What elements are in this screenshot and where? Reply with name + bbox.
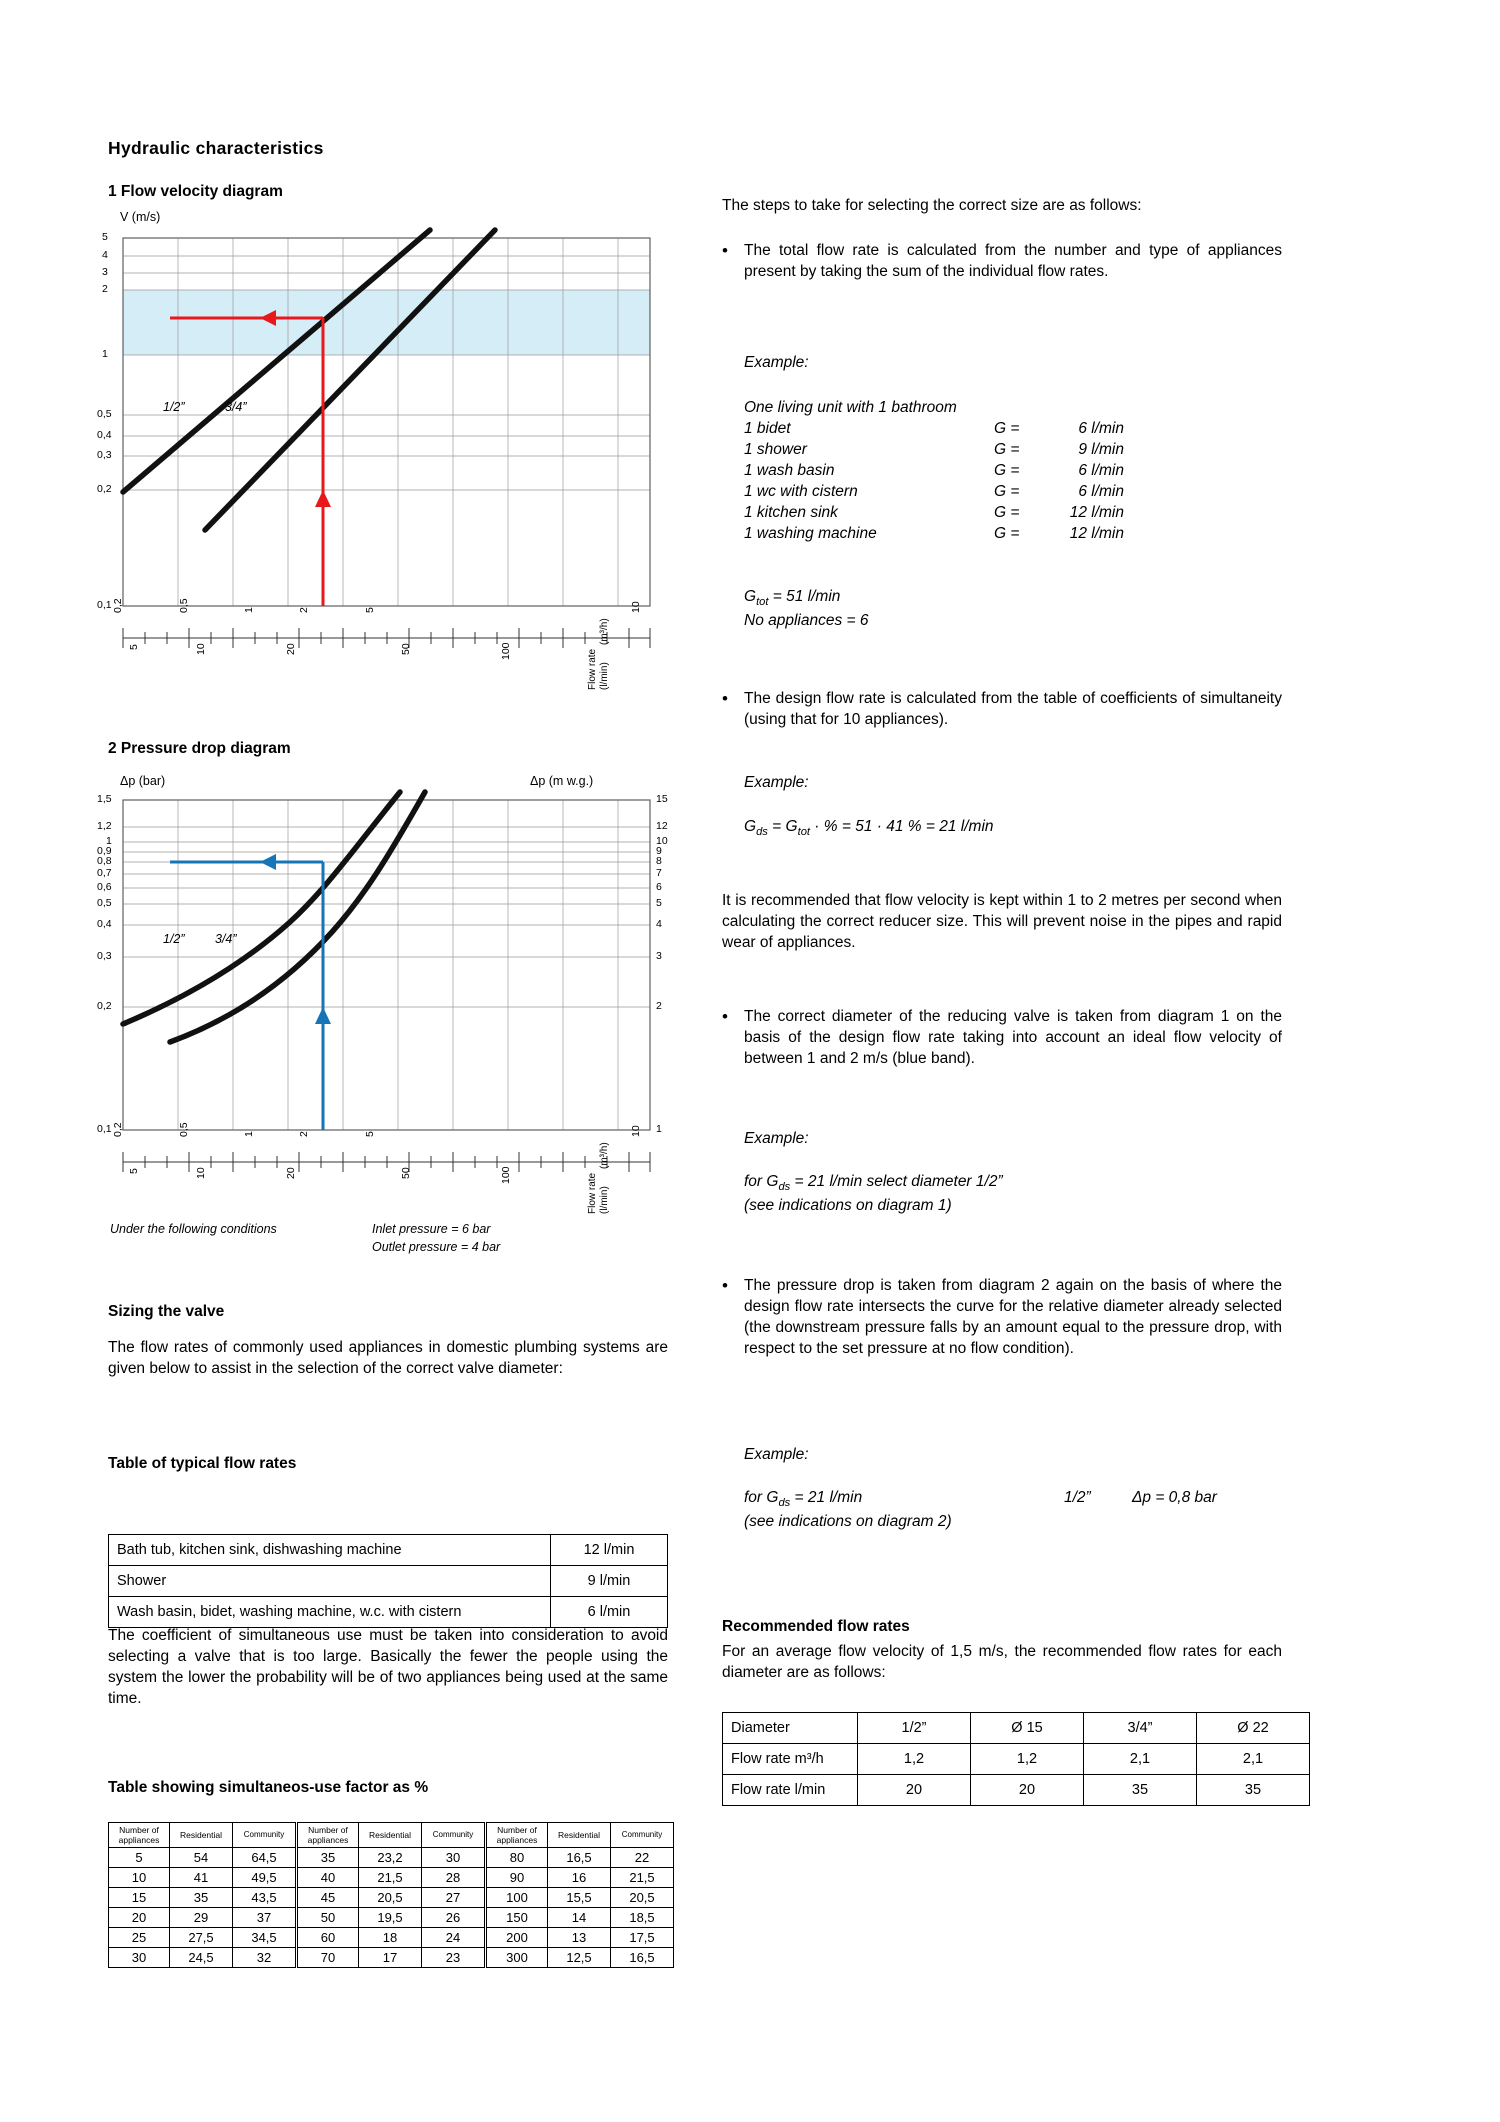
appliance-value: 6 l/min: [1078, 483, 1124, 500]
diagram2-y-axis-label-left: Δp (bar): [120, 774, 166, 788]
cell-appliances: 45: [298, 1888, 359, 1908]
sizing-paragraph: The flow rates of commonly used appliances in domestic plumbing systems are given below to assist in the selection of the correct valve diameter:: [108, 1339, 668, 1377]
diagram1-curve-label-half: 1/2”: [163, 400, 185, 414]
coefficient-paragraph: The coefficient of simultaneous use must be taken into consideration to avoid selecting a valve that is too large. Basically the fewer the people using the system the lower the probability will be of two appliances being used at the same time.: [108, 1627, 668, 1707]
diagram1-curve-label-threequarter: 3/4”: [225, 400, 247, 414]
cell-community: 18,5: [611, 1908, 674, 1928]
diagram2-y-tick-right: 1: [656, 1123, 662, 1135]
diagram2-y-axis-label-right: Δp (m w.g.): [530, 774, 594, 788]
appliance-value: 12 l/min: [1069, 525, 1124, 542]
appliance-value: 6 l/min: [1078, 462, 1124, 479]
cell-appliances: 15: [109, 1888, 170, 1908]
cell-appliances: 20: [109, 1908, 170, 1928]
example-1-label: Example:: [744, 354, 809, 371]
bullet-text: The design flow rate is calculated from the table of coefficients of simultaneity (using that for 10 appliances).: [744, 690, 1282, 728]
diagram2-y-tick-left: 0,3: [97, 950, 112, 962]
example-3-label: Example:: [744, 1130, 809, 1147]
cell-d15: 1,2: [971, 1744, 1084, 1775]
example-4-note: (see indications on diagram 2): [744, 1513, 952, 1530]
bullet-pressure-drop: [722, 1275, 1282, 1359]
example-2-label: Example:: [744, 774, 809, 791]
formula-mid: = G: [767, 818, 798, 835]
diagram2-y-tick-right: 10: [656, 835, 668, 847]
cell-threequarter-inch: 2,1: [1084, 1744, 1197, 1775]
diagram2-x-tick-top: 0,5: [178, 1122, 190, 1137]
diagram2-x-axis-label: Flow rate: [587, 1172, 598, 1214]
diagram2-y-tick-right: 7: [656, 867, 662, 879]
bullet-dot: •: [722, 241, 728, 260]
diagram2-y-tick-right: 9: [656, 845, 662, 857]
cell-residential: 13: [548, 1928, 611, 1948]
cell-half-inch: 20: [858, 1775, 971, 1806]
table-row: [298, 1888, 485, 1908]
appliance-g: G =: [994, 462, 1020, 479]
diagram2-x-tick-bottom: 50: [400, 1167, 412, 1179]
col-community: Community: [233, 1823, 296, 1848]
table-row: [487, 1848, 674, 1868]
cell-residential: 14: [548, 1908, 611, 1928]
diagram1-y-tick: 0,1: [97, 599, 112, 611]
cell-appliances: 25: [109, 1928, 170, 1948]
cell-residential: 21,5: [359, 1868, 422, 1888]
cell-d15: Ø 15: [971, 1713, 1084, 1744]
table-row: [487, 1868, 674, 1888]
cell-appliances: 50: [298, 1908, 359, 1928]
cell-community: 16,5: [611, 1948, 674, 1968]
cell-residential: 54: [170, 1848, 233, 1868]
diagram1-y-tick: 0,3: [97, 449, 112, 461]
table-row: [109, 1868, 296, 1888]
formula-prefix: for G: [744, 1489, 779, 1506]
diagram2-conditions-label: Under the following conditions: [110, 1222, 277, 1236]
diagram2-y-tick-left: 1,5: [97, 793, 112, 805]
appliance-g: G =: [994, 420, 1020, 437]
cell-residential: 29: [170, 1908, 233, 1928]
cell-residential: 17: [359, 1948, 422, 1968]
cell-community: 17,5: [611, 1928, 674, 1948]
cell-appliances: 35: [298, 1848, 359, 1868]
bullet-correct-diameter: [722, 1006, 1282, 1069]
cell-half-inch: 1/2”: [858, 1713, 971, 1744]
table-row: [487, 1908, 674, 1928]
diagram1-x-tick-top: 2: [298, 607, 310, 613]
diagram1-heading: 1 Flow velocity diagram: [108, 183, 283, 200]
table-row: [298, 1928, 485, 1948]
diagram1-x-axis-label: Flow rate: [587, 648, 598, 690]
example-4-dp: Δp = 0,8 bar: [1132, 1489, 1217, 1506]
cell-community: 22: [611, 1848, 674, 1868]
simultaneity-table-block-1: [108, 1822, 296, 1968]
col-appliances: Number of appliances: [298, 1823, 359, 1848]
recommended-flow-rates-table: [722, 1712, 1310, 1806]
cell-appliances: 150: [487, 1908, 548, 1928]
table-row: [109, 1928, 296, 1948]
diagram1-y-tick: 0,4: [97, 429, 112, 441]
appliance-name: 1 bidet: [744, 420, 791, 437]
sizing-heading: Sizing the valve: [108, 1303, 225, 1320]
diagram1-x-tick-bottom: 5: [128, 644, 140, 650]
diagram2-y-tick-left: 0,4: [97, 918, 112, 930]
diagram2-y-tick-left: 0,1: [97, 1123, 112, 1135]
cell-d22: 35: [1197, 1775, 1310, 1806]
diagram1-x-tick-top: 10: [630, 601, 642, 613]
diagram2-heading: 2 Pressure drop diagram: [108, 740, 291, 757]
gtot-line: [744, 588, 840, 608]
diagram2-y-tick-right: 3: [656, 950, 662, 962]
appliance-rate: 9 l/min: [551, 1566, 668, 1597]
steps-intro: The steps to take for selecting the correct size are as follows:: [722, 197, 1142, 214]
col-community: Community: [422, 1823, 485, 1848]
diagram2-y-tick-right: 2: [656, 1000, 662, 1012]
diagram1-x-axis-unit-m3h: (m³/h): [599, 618, 610, 645]
table-row: [298, 1908, 485, 1928]
table-row: [109, 1566, 668, 1597]
cell-residential: 20,5: [359, 1888, 422, 1908]
cell-community: 49,5: [233, 1868, 296, 1888]
appliance-name: 1 shower: [744, 441, 807, 458]
cell-community: 32: [233, 1948, 296, 1968]
bullet-dot: •: [722, 1007, 728, 1026]
cell-residential: 24,5: [170, 1948, 233, 1968]
formula-prefix: for G: [744, 1173, 779, 1190]
diagram1-x-tick-top: 1: [243, 607, 255, 613]
diagram1-y-tick: 0,2: [97, 483, 112, 495]
cell-appliances: 300: [487, 1948, 548, 1968]
cell-appliances: 40: [298, 1868, 359, 1888]
diagram2-y-tick-left: 0,9: [97, 845, 112, 857]
example-1-heading: One living unit with 1 bathroom: [744, 399, 957, 416]
pressure-drop-diagram: [97, 762, 670, 1242]
typical-flow-rates-table: [108, 1534, 668, 1628]
gtot-subscript: tot: [797, 826, 810, 839]
cell-community: 24: [422, 1928, 485, 1948]
example-3-formula: [744, 1173, 1003, 1193]
cell-community: 23: [422, 1948, 485, 1968]
cell-threequarter-inch: 3/4”: [1084, 1713, 1197, 1744]
col-residential: Residential: [548, 1823, 611, 1848]
diagram2-x-axis-unit-lmin: (l/min): [599, 1186, 610, 1214]
cell-residential: 16: [548, 1868, 611, 1888]
diagram2-y-tick-left: 1,2: [97, 820, 112, 832]
diagram1-x-tick-bottom: 100: [500, 642, 512, 660]
diagram2-x-tick-top: 10: [630, 1125, 642, 1137]
diagram1-y-axis-label: V (m/s): [120, 210, 161, 224]
cell-appliances: 10: [109, 1868, 170, 1888]
cell-community: 27: [422, 1888, 485, 1908]
appliance-name: Wash basin, bidet, washing machine, w.c. with cistern: [109, 1597, 551, 1628]
table-row: [109, 1535, 668, 1566]
diagram1-y-tick: 2: [102, 283, 108, 295]
diagram2-y-tick-right: 4: [656, 918, 662, 930]
diagram2-condition-inlet: Inlet pressure = 6 bar: [372, 1222, 491, 1236]
gtot-subscript: tot: [756, 596, 769, 609]
row-label: Diameter: [723, 1713, 858, 1744]
col-appliances: Number of appliances: [487, 1823, 548, 1848]
typical-flow-table-heading: Table of typical flow rates: [108, 1455, 297, 1472]
table-row: [298, 1948, 485, 1968]
bullet-total-flow-rate: [722, 240, 1282, 282]
table-row: [298, 1868, 485, 1888]
table-header-row: [298, 1823, 485, 1848]
appliance-g: G =: [994, 525, 1020, 542]
table-row: [109, 1888, 296, 1908]
diagram2-x-tick-top: 2: [298, 1131, 310, 1137]
simultaneous-use-table-heading: Table showing simultaneos-use factor as %: [108, 1779, 429, 1796]
cell-residential: 16,5: [548, 1848, 611, 1868]
diagram2-y-tick-left: 0,2: [97, 1000, 112, 1012]
table-row: [723, 1713, 1310, 1744]
diagram2-y-tick-right: 8: [656, 855, 662, 867]
diagram2-curve-label-threequarter: 3/4”: [215, 932, 237, 946]
appliance-name: Bath tub, kitchen sink, dishwashing machine: [109, 1535, 551, 1566]
diagram1-y-tick: 5: [102, 231, 108, 243]
appliance-g: G =: [994, 504, 1020, 521]
list-item: [744, 481, 1164, 502]
cell-residential: 35: [170, 1888, 233, 1908]
appliance-value: 6 l/min: [1078, 420, 1124, 437]
bullet-text: The correct diameter of the reducing valve is taken from diagram 1 on the basis of the design flow rate taking into account an ideal flow velocity of between 1 and 2 m/s (blue band).: [744, 1008, 1282, 1067]
list-item: [744, 439, 1164, 460]
recommended-flow-rates-text: For an average flow velocity of 1,5 m/s, the recommended flow rates for each diameter are as follows:: [722, 1643, 1282, 1681]
diagram1-x-tick-bottom: 50: [400, 643, 412, 655]
diagram2-y-tick-right: 15: [656, 793, 668, 805]
appliance-name: 1 kitchen sink: [744, 504, 838, 521]
diagram2-x-tick-bottom: 100: [500, 1166, 512, 1184]
cell-appliances: 80: [487, 1848, 548, 1868]
table-row: [487, 1888, 674, 1908]
cell-d15: 20: [971, 1775, 1084, 1806]
appliance-value: 9 l/min: [1078, 441, 1124, 458]
diagram2-y-tick-left: 1: [106, 835, 112, 847]
recommended-flow-rates-heading: Recommended flow rates: [722, 1618, 910, 1635]
diagram1-x-tick-bottom: 10: [195, 643, 207, 655]
diagram1-x-tick-top: 5: [364, 607, 376, 613]
col-appliances: Number of appliances: [109, 1823, 170, 1848]
cell-d22: Ø 22: [1197, 1713, 1310, 1744]
appliance-name: 1 washing machine: [744, 525, 877, 542]
cell-residential: 27,5: [170, 1928, 233, 1948]
list-item: [744, 523, 1164, 544]
cell-d22: 2,1: [1197, 1744, 1310, 1775]
diagram2-y-tick-left: 0,5: [97, 897, 112, 909]
formula-body: = 21 l/min: [790, 1489, 863, 1506]
bullet-design-flow-rate: [722, 688, 1282, 730]
appliance-value: 12 l/min: [1069, 504, 1124, 521]
gds-subscript: ds: [756, 826, 768, 839]
col-community: Community: [611, 1823, 674, 1848]
cell-threequarter-inch: 35: [1084, 1775, 1197, 1806]
cell-appliances: 30: [109, 1948, 170, 1968]
row-label: Flow rate m³/h: [723, 1744, 858, 1775]
table-row: [109, 1848, 296, 1868]
cell-residential: 18: [359, 1928, 422, 1948]
diagram2-condition-outlet: Outlet pressure = 4 bar: [372, 1240, 501, 1254]
diagram1-x-axis-unit-lmin: (l/min): [599, 662, 610, 690]
example-4-size: 1/2”: [1064, 1489, 1091, 1506]
gds-symbol: G: [744, 818, 757, 835]
flow-velocity-diagram: [97, 200, 670, 730]
list-item: [744, 418, 1164, 439]
simultaneity-table-block-2: [297, 1822, 485, 1968]
cell-community: 30: [422, 1848, 485, 1868]
diagram2-y-tick-left: 0,6: [97, 881, 112, 893]
diagram2-y-tick-left: 0,8: [97, 855, 112, 867]
no-appliances-line: No appliances = 6: [744, 612, 869, 629]
cell-residential: 19,5: [359, 1908, 422, 1928]
diagram2-y-tick-right: 5: [656, 897, 662, 909]
cell-residential: 12,5: [548, 1948, 611, 1968]
table-row: [298, 1848, 485, 1868]
diagram2-x-tick-bottom: 5: [128, 1168, 140, 1174]
example-3-note: (see indications on diagram 1): [744, 1197, 952, 1214]
diagram1-y-tick: 0,5: [97, 408, 112, 420]
col-residential: Residential: [170, 1823, 233, 1848]
bullet-text: The total flow rate is calculated from the number and type of appliances present by taking the sum of the individual flow rates.: [744, 242, 1282, 280]
appliance-name: 1 wc with cistern: [744, 483, 858, 500]
gds-subscript: ds: [778, 1497, 791, 1510]
appliance-g: G =: [994, 483, 1020, 500]
cell-community: 21,5: [611, 1868, 674, 1888]
diagram2-curve-label-half: 1/2”: [163, 932, 185, 946]
bullet-text: The pressure drop is taken from diagram 2 again on the basis of where the design flow rate intersects the curve for the relative diameter already selected (the downstream pressure falls by an amount equal to the pressure drop, with respect to the set pressure at no flow condition).: [744, 1277, 1282, 1357]
appliance-rate: 12 l/min: [551, 1535, 668, 1566]
cell-community: 37: [233, 1908, 296, 1928]
diagram1-y-tick: 1: [102, 348, 108, 360]
col-residential: Residential: [359, 1823, 422, 1848]
diagram2-x-tick-bottom: 20: [285, 1167, 297, 1179]
example-4-formula: [744, 1489, 1282, 1509]
example-4-label: Example:: [744, 1446, 809, 1463]
appliance-name: Shower: [109, 1566, 551, 1597]
table-row: [109, 1948, 296, 1968]
page-title: Hydraulic characteristics: [108, 138, 324, 158]
diagram2-x-axis-unit-m3h: (m³/h): [599, 1142, 610, 1169]
list-item: [744, 502, 1164, 523]
cell-appliances: 200: [487, 1928, 548, 1948]
formula-end: · % = 51 · 41 % = 21 l/min: [810, 818, 994, 835]
diagram1-y-tick: 3: [102, 266, 108, 278]
table-row: [487, 1948, 674, 1968]
row-label: Flow rate l/min: [723, 1775, 858, 1806]
table-row: [109, 1908, 296, 1928]
cell-community: 26: [422, 1908, 485, 1928]
cell-community: 64,5: [233, 1848, 296, 1868]
diagram1-y-tick: 4: [102, 249, 108, 261]
diagram2-x-tick-bottom: 10: [195, 1167, 207, 1179]
list-item: [744, 460, 1164, 481]
example-2-formula: [744, 818, 994, 838]
bullet-dot: •: [722, 1276, 728, 1295]
cell-appliances: 70: [298, 1948, 359, 1968]
bullet-dot: •: [722, 689, 728, 708]
diagram2-x-tick-top: 5: [364, 1131, 376, 1137]
table-row: [109, 1597, 668, 1628]
cell-residential: 15,5: [548, 1888, 611, 1908]
cell-appliances: 60: [298, 1928, 359, 1948]
cell-community: 28: [422, 1868, 485, 1888]
formula-body: = 21 l/min select diameter 1/2”: [790, 1173, 1003, 1190]
gds-subscript: ds: [778, 1181, 791, 1194]
appliance-g: G =: [994, 441, 1020, 458]
diagram2-y-tick-right: 6: [656, 881, 662, 893]
diagram1-x-tick-top: 0,5: [178, 598, 190, 613]
diagram2-y-tick-right: 12: [656, 820, 668, 832]
diagram2-y-tick-left: 0,7: [97, 867, 112, 879]
table-header-row: [487, 1823, 674, 1848]
cell-appliances: 100: [487, 1888, 548, 1908]
appliance-name: 1 wash basin: [744, 462, 835, 479]
table-header-row: [109, 1823, 296, 1848]
diagram2-x-tick-top: 0,2: [112, 1122, 124, 1137]
diagram1-x-tick-top: 0,2: [112, 598, 124, 613]
cell-appliances: 90: [487, 1868, 548, 1888]
cell-residential: 41: [170, 1868, 233, 1888]
cell-community: 20,5: [611, 1888, 674, 1908]
diagram2-x-tick-top: 1: [243, 1131, 255, 1137]
diagram1-x-tick-bottom: 20: [285, 643, 297, 655]
simultaneity-table-block-3: [486, 1822, 674, 1968]
cell-community: 43,5: [233, 1888, 296, 1908]
appliance-list: [744, 418, 1164, 544]
table-row: [723, 1744, 1310, 1775]
cell-community: 34,5: [233, 1928, 296, 1948]
cell-appliances: 5: [109, 1848, 170, 1868]
gtot-value: = 51 l/min: [772, 588, 841, 605]
recommendation-paragraph: It is recommended that flow velocity is kept within 1 to 2 metres per second when calculating the correct reducer size. This will prevent noise in the pipes and rapid wear of appliances.: [722, 892, 1282, 951]
gtot-symbol: G: [744, 588, 757, 605]
table-row: [723, 1775, 1310, 1806]
appliance-rate: 6 l/min: [551, 1597, 668, 1628]
table-row: [487, 1928, 674, 1948]
cell-half-inch: 1,2: [858, 1744, 971, 1775]
cell-residential: 23,2: [359, 1848, 422, 1868]
